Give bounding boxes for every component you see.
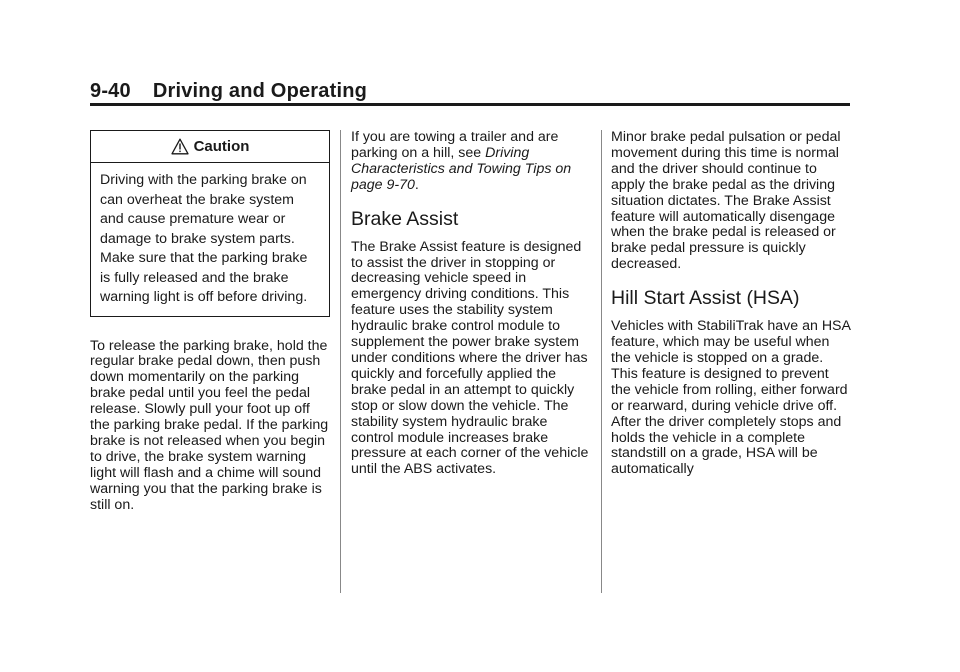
column-divider-2 [601,130,602,593]
column-3 [611,130,851,478]
warning-icon [171,138,189,155]
caution-title: Caution [193,137,250,155]
header-rule [90,103,850,106]
towing-text: If you are towing a trailer and are parking on a hill, see [351,129,559,161]
column-divider-1 [340,130,341,593]
caution-box [90,130,330,317]
towing-text-end: . [414,176,419,193]
column-1 [90,130,330,513]
column-2 [351,130,591,478]
hill-start-assist-heading: Hill Start Assist (HSA) [611,287,800,310]
towing-reference-link[interactable]: Driving Characteristics and Towing Tips on page 9-70 [351,144,572,193]
pedal-pulsation-paragraph: Minor brake pedal pulsation or pedal movement during this time is normal and the driver should continue to apply the brake pedal as the driving situation dictates. The Brake Assist feature will automatically disengage when the brake pedal is released or brake pedal pressure is quickly decreased. [611,129,841,273]
towing-paragraph [351,130,591,194]
section-title: Driving and Operating [152,80,368,102]
release-parking-brake-paragraph: To release the parking brake, hold the regular brake pedal down, then push down momentarily on the parking brake pedal until you feel the pedal release. Slowly pull your foot up off the parking brake pedal. If the parking brake is not released when you begin to drive, the brake system warning light will flash and a chime will sound warning you that the parking brake is still on. [90,337,329,513]
caution-header [91,131,329,163]
caution-text: Driving with the parking brake on can overheat the brake system and cause premature wear or damage to brake system parts. Make sure that the parking brake is fully released and the brake warning light is off before driving. [100,172,308,305]
page-header [90,80,367,103]
page-number: 9-40 [90,80,131,102]
hill-start-assist-paragraph: Vehicles with StabiliTrak have an HSA feature, which may be useful when the vehicle is stopped on a grade. This feature is designed to prevent the vehicle from rolling, either forward or rearward, during vehicle drive off. After the driver completely stops and holds the vehicle in a complete standstill on a grade, HSA will be automatically [611,318,851,478]
brake-assist-heading: Brake Assist [351,207,459,230]
brake-assist-paragraph: The Brake Assist feature is designed to assist the driver in stopping or decreasing vehicle speed in emergency driving conditions. This feature uses the stability system hydraulic brake control module to supplement the power brake system under conditions where the driver has quickly and forcefully applied the brake pedal in an attempt to quickly stop or slow down the vehicle. The stability system hydraulic brake control module increases brake pressure at each corner of the vehicle until the ABS activates. [351,238,589,478]
